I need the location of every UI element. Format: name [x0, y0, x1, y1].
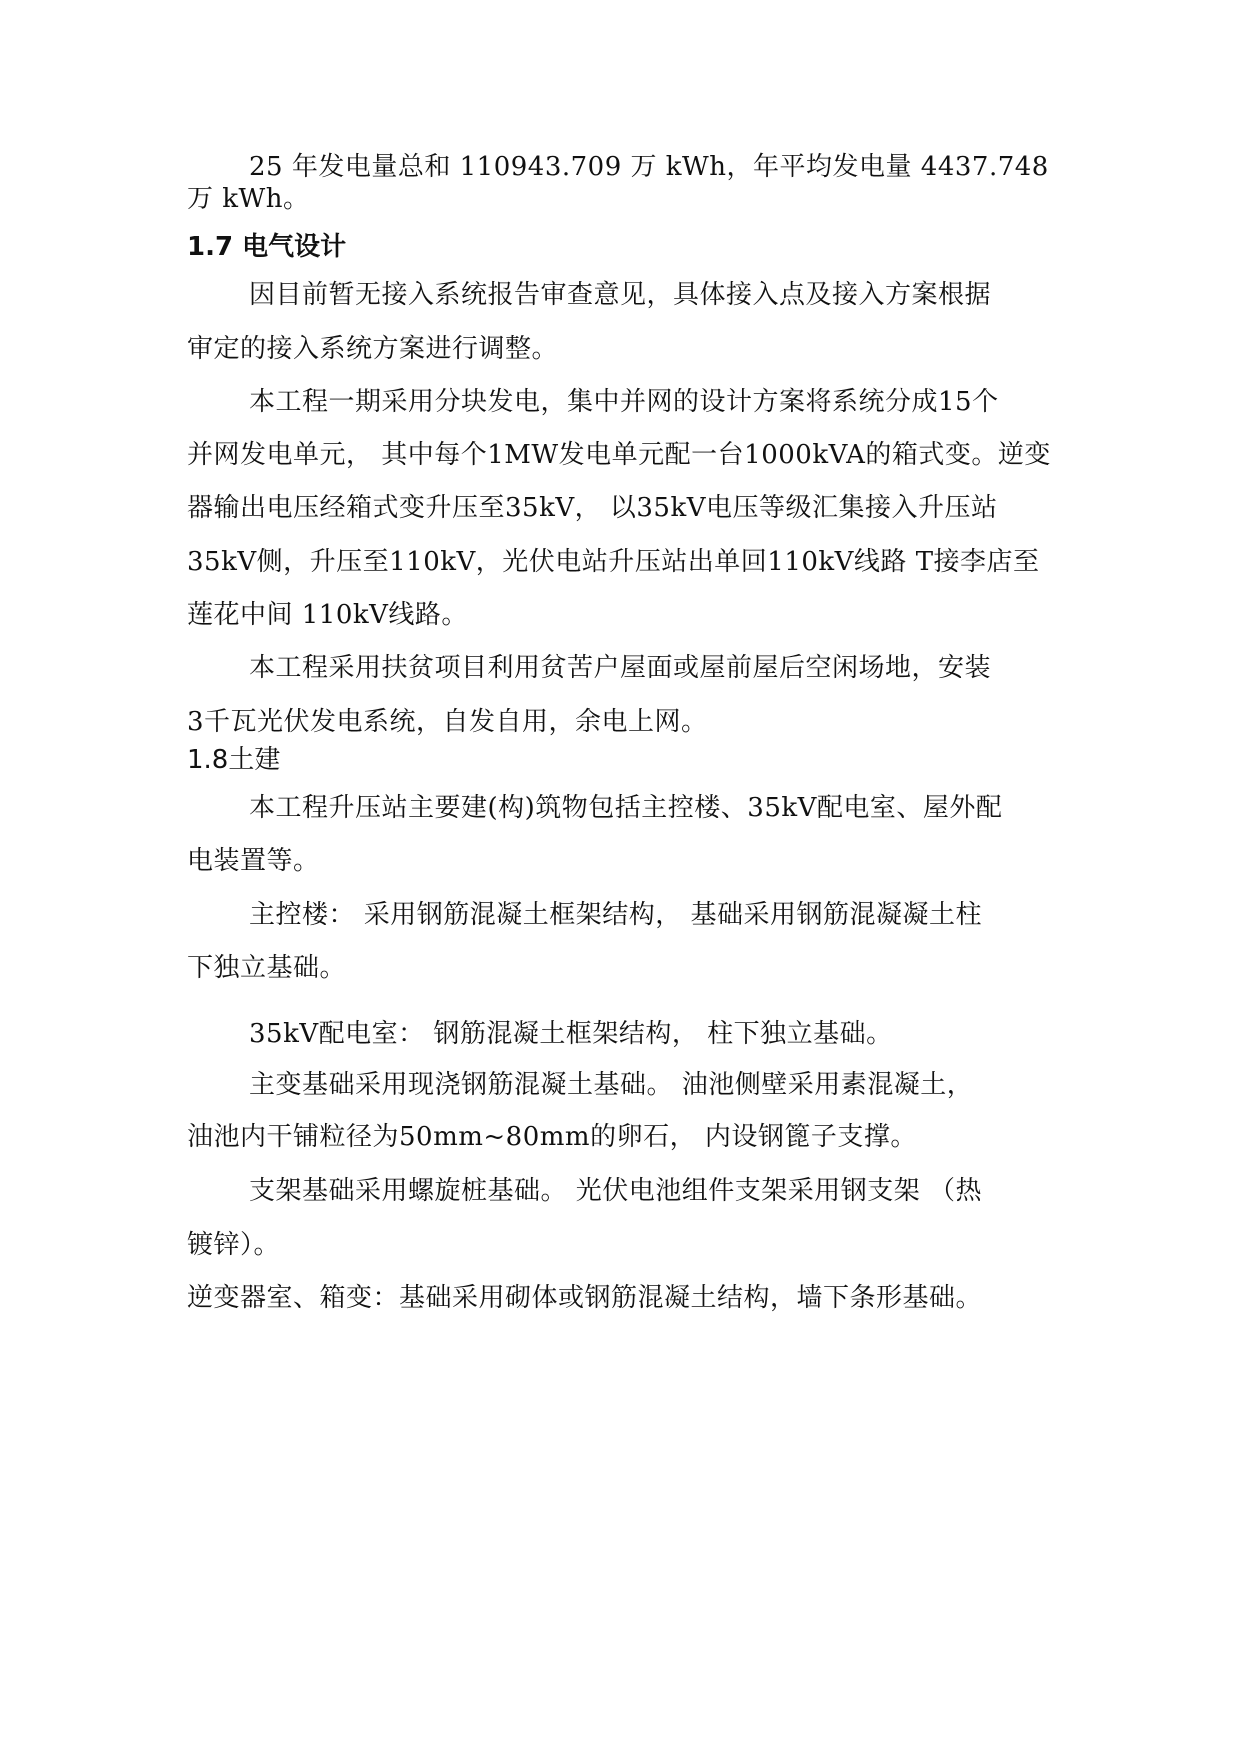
- section-heading-1-7: 1.7 电气设计: [187, 232, 347, 262]
- paragraph-line: 3千瓦光伏发电系统，自发自用，余电上网。: [187, 707, 708, 737]
- paragraph-line: 器输出电压经箱式变升压至35kV， 以35kV电压等级汇集接入升压站: [187, 493, 998, 523]
- paragraph-line: 万 kWh。: [187, 184, 310, 214]
- paragraph-line: 主变基础采用现浇钢筋混凝土基础。 油池侧壁采用素混凝土，: [249, 1070, 974, 1100]
- paragraph-line: 莲花中间 110kV线路。: [187, 600, 468, 630]
- paragraph-line: 35kV侧，升压至110kV，光伏电站升压站出单回110kV线路 T接李店至: [187, 547, 1040, 577]
- paragraph-line: 油池内干铺粒径为50mm~80mm的卵石， 内设钢篦子支撑。: [187, 1122, 917, 1152]
- paragraph-line: 并网发电单元， 其中每个1MW发电单元配一台1000kVA的箱式变。逆变: [187, 440, 1051, 470]
- paragraph-line: 主控楼： 采用钢筋混凝土框架结构， 基础采用钢筋混凝凝土柱: [249, 900, 983, 930]
- paragraph-line: 35kV配电室： 钢筋混凝土框架结构， 柱下独立基础。: [249, 1019, 893, 1049]
- paragraph-line: 因目前暂无接入系统报告审查意见，具体接入点及接入方案根据: [249, 280, 992, 310]
- paragraph-line: 支架基础采用螺旋桩基础。 光伏电池组件支架采用钢支架 （热: [249, 1176, 983, 1206]
- paragraph-line: 本工程升压站主要建(构)筑物包括主控楼、35kV配电室、屋外配: [249, 793, 1003, 823]
- paragraph-line: 25 年发电量总和 110943.709 万 kWh，年平均发电量 4437.748: [249, 152, 1049, 182]
- paragraph-line: 逆变器室、箱变：基础采用砌体或钢筋混凝土结构，墙下条形基础。: [187, 1283, 983, 1313]
- paragraph-line: 下独立基础。: [187, 953, 347, 983]
- paragraph-line: 审定的接入系统方案进行调整。: [187, 334, 559, 364]
- paragraph-line: 电装置等。: [187, 846, 320, 876]
- paragraph-line: 镀锌）。: [187, 1230, 281, 1260]
- paragraph-line: 本工程一期采用分块发电，集中并网的设计方案将系统分成15个: [249, 387, 999, 417]
- section-heading-1-8: 1.8土建: [187, 745, 281, 775]
- paragraph-line: 本工程采用扶贫项目利用贫苦户屋面或屋前屋后空闲场地，安装: [249, 653, 992, 683]
